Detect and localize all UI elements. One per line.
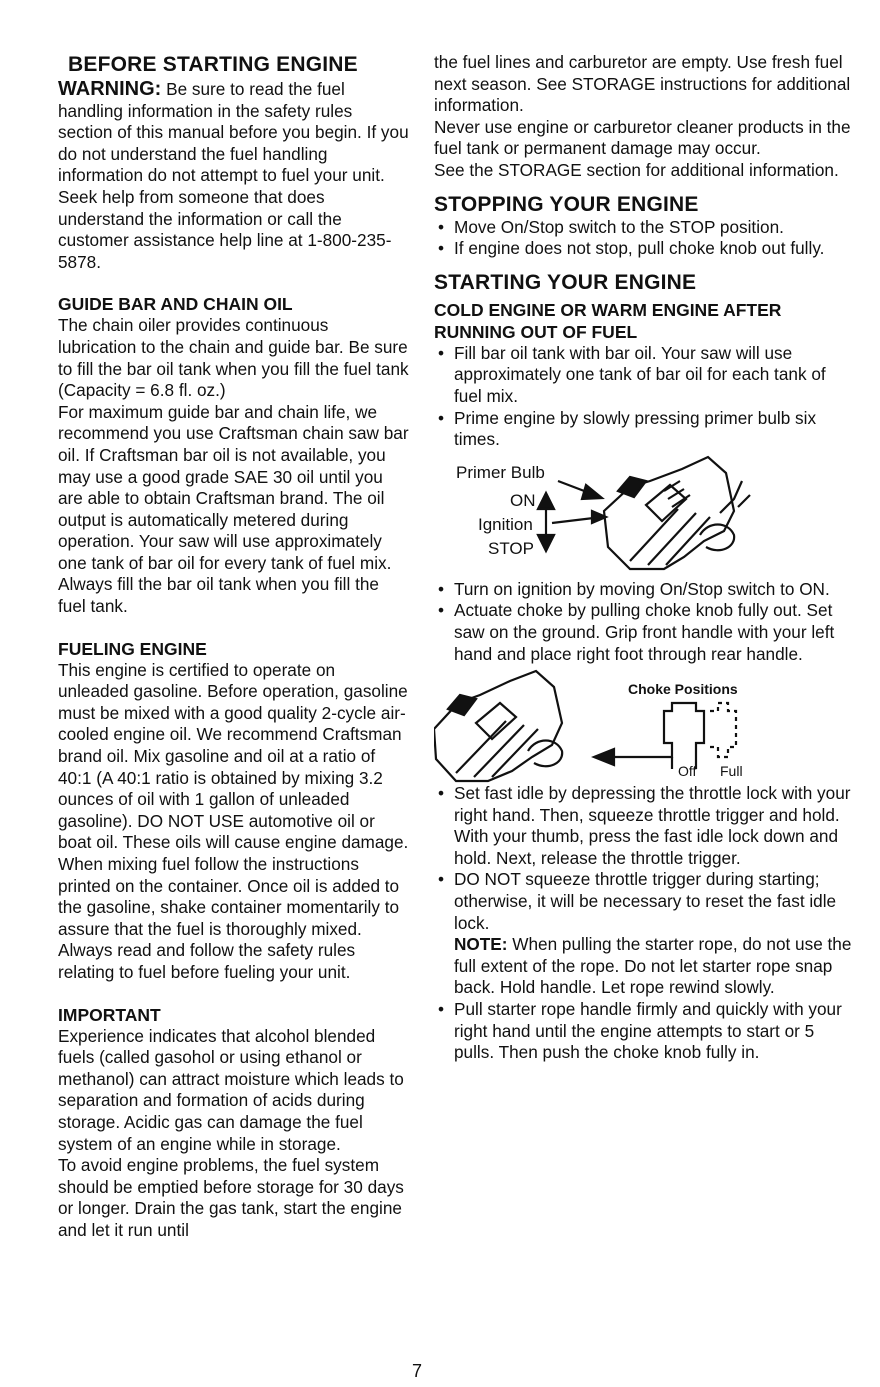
fueling-p2: Always read and follow the safety rules relating to fuel before fueling your unit.: [58, 940, 356, 982]
choke-full-label: Full: [720, 763, 743, 780]
choke-positions-label: Choke Positions: [628, 681, 738, 698]
choke-icon: [434, 665, 854, 783]
warning-text: Be sure to read the fuel handling information in the safety rules section of this manual before you begin. If you do not understand the fuel handling information do not attempt to fuel your unit. Seek help from someone that does understand the information or call the customer assistance help line at 1-800-235-5878.: [58, 79, 409, 272]
page-number: 7: [412, 1361, 423, 1381]
important-p2: To avoid engine problems, the fuel system should be emptied before storage for 30 days or longer. Drain the gas tank, start the engine and let it run until: [58, 1155, 404, 1240]
chainsaw-handle-icon: [434, 451, 854, 579]
warning-paragraph: [58, 79, 410, 273]
before-starting-heading: BEFORE STARTING ENGINE: [68, 53, 358, 76]
guide-bar-p2: For maximum guide bar and chain life, we recommend you use Craftsman chain saw bar oil. If Craftsman bar oil is not available, you may use a good grade SAE 30 oil until you are able to obtain Craftsman brand. The oil output is automatically metered during operation. Your saw will use approximately one tank of bar oil for every tank of fuel mix. Always fill the bar oil tank when you fill the fuel tank.: [58, 401, 409, 617]
primer-bulb-label: Primer Bulb: [456, 462, 545, 482]
left-column: [58, 52, 410, 1242]
continued-p1: the fuel lines and carburetor are empty. Use fresh fuel next season. See STORAGE instructions for additional information.: [434, 52, 851, 116]
starting-bullet-6: [434, 869, 854, 934]
primer-ignition-figure: [434, 451, 854, 579]
fueling-heading: FUELING ENGINE: [58, 638, 207, 659]
choke-positions-figure: [434, 665, 854, 783]
starting-list-a: [434, 343, 854, 451]
note-text: When pulling the starter rope, do not use the full extent of the rope. Do not let starter rope snap back. Hold handle. Let rope rewind slowly.: [454, 934, 852, 998]
starting-bullet-2: • Prime engine by slowly pressing primer bulb six times.: [434, 408, 854, 451]
guide-bar-heading: GUIDE BAR AND CHAIN OIL: [58, 294, 293, 315]
guide-bar-p1: The chain oiler provides continuous lubrication to the chain and guide bar. Be sure to fill the bar oil tank when you fill the fuel tank (Capacity = 6.8 fl. oz.): [58, 315, 409, 401]
important-heading: IMPORTANT: [58, 1004, 161, 1025]
continued-p2: Never use engine or carburetor cleaner products in the fuel tank or permanent damage may occur.: [434, 116, 851, 159]
stopping-heading: STOPPING YOUR ENGINE: [434, 192, 699, 216]
note-paragraph: [434, 934, 854, 999]
do-not-squeeze-text: DO NOT squeeze throttle trigger during starting; otherwise, it will be necessary to reset the fast idle lock.: [454, 869, 837, 933]
starting-list-b: [434, 579, 854, 665]
choke-off-label: Off: [678, 763, 697, 780]
important-p1: Experience indicates that alcohol blended fuels (called gasohol or using ethanol or methanol) can attract moisture which leads to separation and formation of acids during storage. Acidic gas can damage the fuel system of an engine while in storage.: [58, 1025, 404, 1154]
starting-bullet-1: • Fill bar oil tank with bar oil. Your saw will use approximately one tank of bar oil for each tank of fuel mix.: [434, 343, 854, 408]
stopping-bullet-2: • If engine does not stop, pull choke knob out fully.: [434, 238, 854, 260]
continued-p3: See the STORAGE section for additional information.: [434, 159, 839, 180]
starting-bullet-4: • Actuate choke by pulling choke knob fully out. Set saw on the ground. Grip front handle with your left hand and place right foot through rear handle.: [434, 600, 854, 665]
ignition-label: Ignition: [478, 514, 533, 534]
starting-heading: STARTING YOUR ENGINE: [434, 270, 697, 294]
on-label: ON: [510, 490, 536, 510]
starting-bullet-5: • Set fast idle by depressing the throttle lock with your right hand. Then, squeeze throttle trigger and hold. With your thumb, press the fast idle lock down and hold. Next, release the throttle trigger.: [434, 783, 854, 869]
note-label: NOTE:: [454, 934, 508, 955]
starting-bullet-3: • Turn on ignition by moving On/Stop switch to ON.: [434, 579, 854, 601]
starting-bullet-7: • Pull starter rope handle firmly and quickly with your right hand until the engine attempts to start or 5 pulls. Then push the choke knob fully in.: [434, 999, 854, 1064]
stopping-list: [434, 217, 854, 260]
starting-list-d: [434, 999, 854, 1064]
stop-label: STOP: [488, 538, 534, 558]
right-column: [434, 52, 854, 1064]
stopping-bullet-1: • Move On/Stop switch to the STOP position.: [434, 217, 854, 239]
fueling-p1: This engine is certified to operate on unleaded gasoline. Before operation, gasoline must be mixed with a good quality 2-cycle air-cooled engine oil. We recommend Craftsman brand oil. Mix gasoline and oil at a ratio of 40:1 (A 40:1 ratio is obtained by mixing 3.2 ounces of oil with 1 gallon of unleaded gasoline). DO NOT USE automotive oil or boat oil. These oils will cause engine damage. When mixing fuel follow the instructions printed on the container. Once oil is added to the gasoline, shake container momentarily to assure that the fuel is thoroughly mixed.: [58, 659, 409, 939]
starting-subheading: COLD ENGINE OR WARM ENGINE AFTER RUNNING OUT OF FUEL: [434, 299, 782, 342]
starting-list-c: [434, 783, 854, 934]
warning-label: WARNING:: [58, 78, 162, 100]
